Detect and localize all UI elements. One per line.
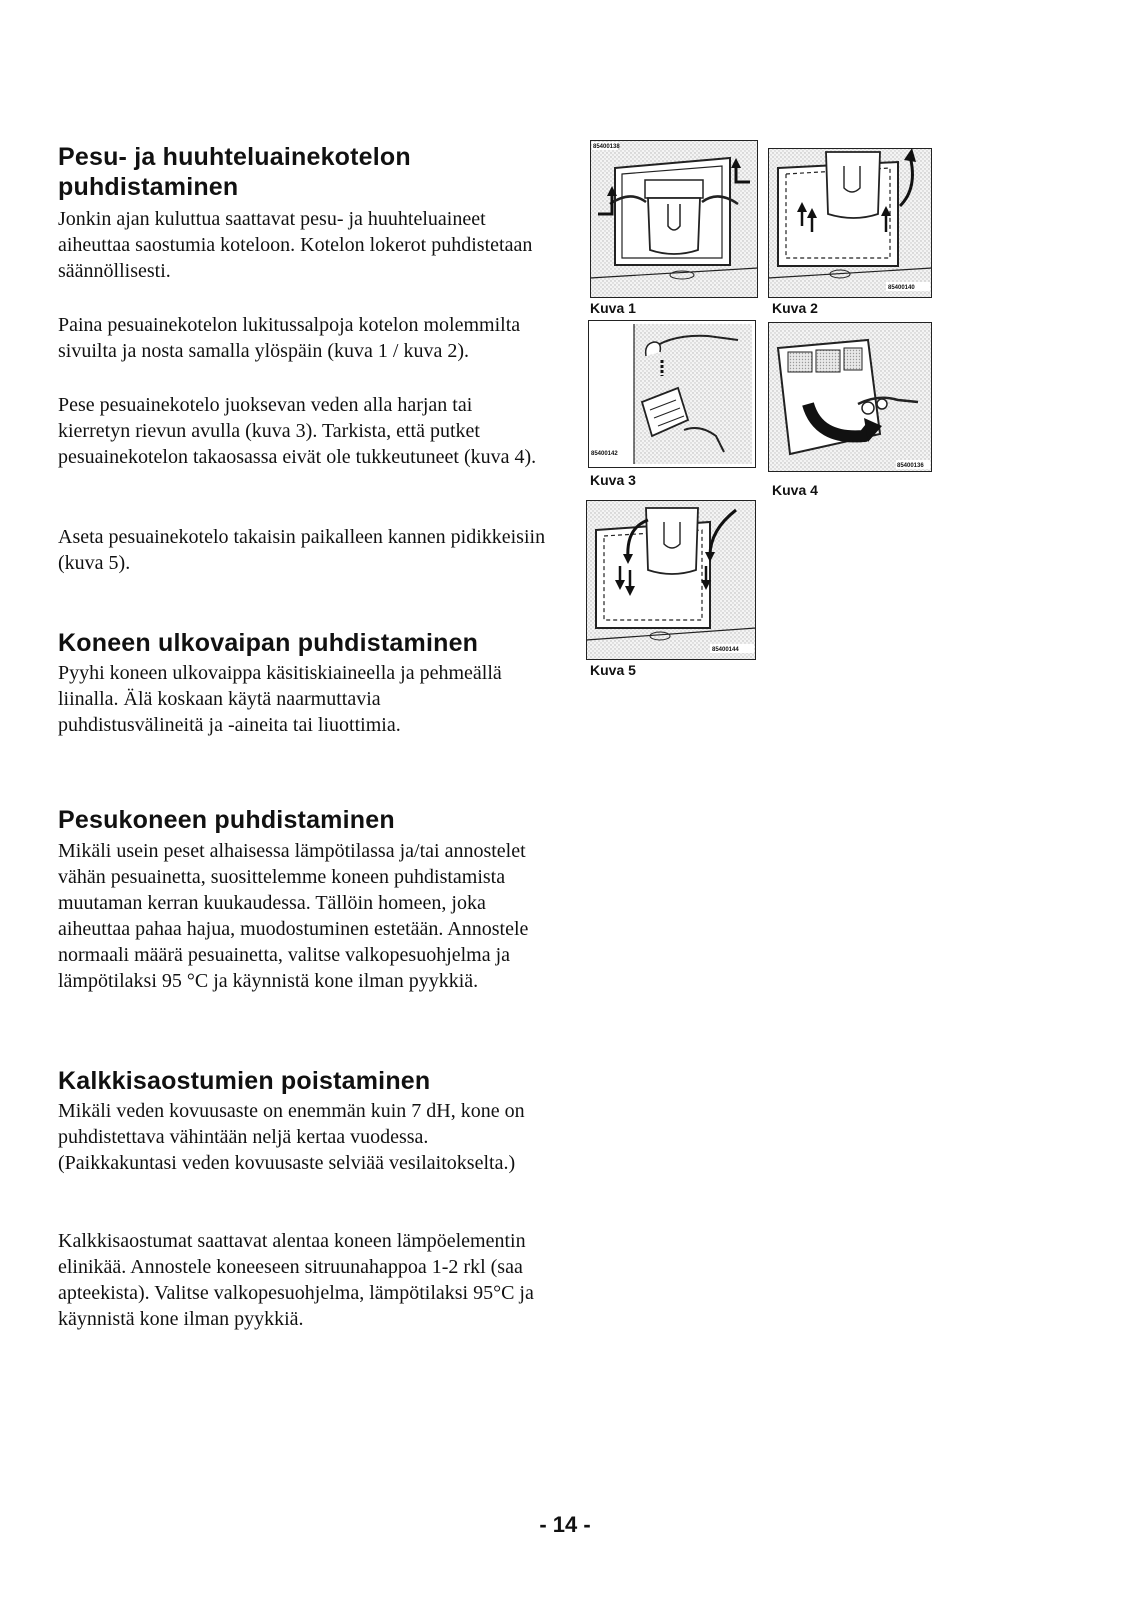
figure-code: 85400142 bbox=[591, 451, 618, 457]
section-heading-limescale-removal: Kalkkisaostumien poistaminen bbox=[58, 1067, 431, 1095]
paragraph: Pyyhi koneen ulkovaippa käsitiskiaineella ja pehmeällä liinalla. Älä koskaan käytä naarmuttavia puhdistusvälineitä ja -aineita tai liuottimia. bbox=[58, 662, 502, 736]
figure-code: 85400136 bbox=[897, 463, 924, 469]
section-heading-dispenser-cleaning bbox=[58, 142, 411, 202]
figure-caption: Kuva 5 bbox=[590, 662, 636, 678]
paragraph: Kalkkisaostumat saattavat alentaa koneen lämpöelementin elinikää. Annostele koneeseen sitruunahappoa 1-2 rkl (saa apteekista). Valitse valkopesuohjelma, lämpötilaksi 95°C ja käynnistä kone ilman pyykkiä. bbox=[58, 1230, 534, 1330]
paragraph: Mikäli usein peset alhaisessa lämpötilassa ja/tai annostelet vähän pesuainetta, suosittelemme koneen puhdistamista muutaman kerran kuukaudessa. Tällöin homeen, joka aiheuttaa pahaa hajua, muodostuminen estetään. Annostele normaali määrä pesuainetta, valitse valkopesuohjelma ja lämpötilaksi 95 °C ja käynnistä kone ilman pyykkiä. bbox=[58, 840, 529, 992]
figure-caption: Kuva 3 bbox=[590, 472, 636, 488]
figure-caption: Kuva 1 bbox=[590, 300, 636, 316]
figure-code: 85400144 bbox=[712, 647, 739, 653]
figure-code: 85400140 bbox=[888, 285, 915, 291]
figure-4-illustration bbox=[768, 322, 932, 472]
paragraph: Mikäli veden kovuusaste on enemmän kuin 7 dH, kone on puhdistettava vähintään neljä kertaa vuodessa. (Paikkakuntasi veden kovuusaste selviää vesilaitokselta.) bbox=[58, 1100, 525, 1174]
paragraph: Pese pesuainekotelo juoksevan veden alla harjan tai kierretyn rievun avulla (kuva 3). Tarkista, että putket pesuainekotelon takaosassa eivät ole tukkeutuneet (kuva 4). bbox=[58, 394, 537, 468]
section-heading-machine-cleaning: Pesukoneen puhdistaminen bbox=[58, 806, 395, 834]
figure-caption: Kuva 2 bbox=[772, 300, 818, 316]
figure-code: 85400138 bbox=[593, 144, 620, 150]
paragraph: Aseta pesuainekotelo takaisin paikalleen kannen pidikkeisiin (kuva 5). bbox=[58, 526, 546, 574]
page-number: - 14 - bbox=[539, 1512, 591, 1537]
figure-3-illustration bbox=[588, 320, 756, 468]
heading-line: Pesu- ja huuhteluainekotelon bbox=[58, 143, 411, 171]
figure-caption: Kuva 4 bbox=[772, 482, 818, 498]
figure-2-illustration bbox=[768, 148, 932, 298]
figure-5-illustration bbox=[586, 500, 756, 660]
figure-1-illustration bbox=[590, 140, 758, 298]
paragraph: Paina pesuainekotelon lukitussalpoja kotelon molemmilta sivuilta ja nosta samalla ylöspäin (kuva 1 / kuva 2). bbox=[58, 314, 521, 362]
paragraph: Jonkin ajan kuluttua saattavat pesu- ja huuhteluaineet aiheuttaa saostumia koteloon. Kotelon lokerot puhdistetaan säännöllisesti. bbox=[58, 208, 533, 282]
section-heading-outer-casing: Koneen ulkovaipan puhdistaminen bbox=[58, 629, 479, 657]
heading-line: puhdistaminen bbox=[58, 173, 239, 201]
